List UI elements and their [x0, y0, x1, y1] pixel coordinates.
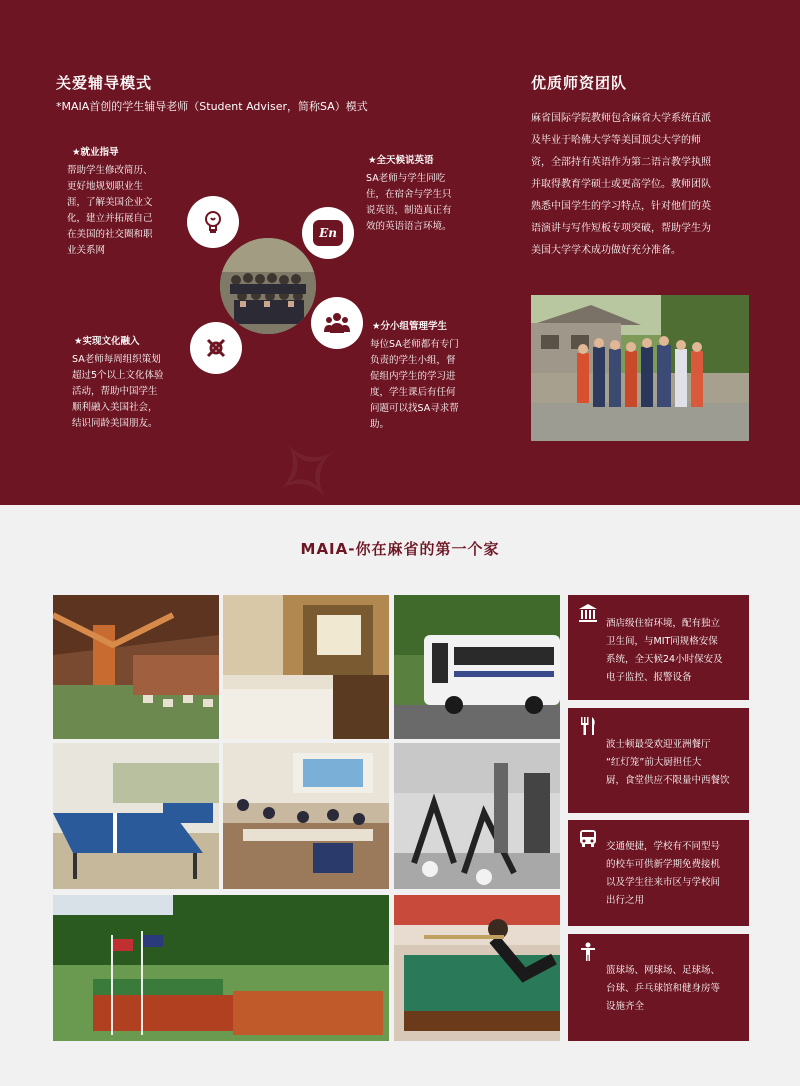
dining-box [568, 708, 749, 813]
groups-title: ★分小组管理学生 [372, 321, 448, 332]
top-section [0, 0, 800, 538]
sports-box [568, 934, 749, 1041]
cultural-knot-icon [190, 322, 242, 374]
faculty-description: 麻省国际学院教师包含麻省大学系统直派 及毕业于哈佛大学等美国顶尖大学的师 资，全部持有英语作为第二语言教学执照 并取得教育学硕士或更高学位。教师团队 熟悉中国学生的学习特点，针对他们的英 语演讲与写作短板专项突破，帮助学生为 美国大学学术成功做好充分准备。 [531, 113, 711, 256]
culture-title: ★实现文化融入 [74, 336, 140, 347]
gym-photo [394, 743, 560, 889]
bus-icon [578, 828, 598, 848]
english-badge-icon: En [302, 207, 354, 259]
billiards-photo [394, 895, 560, 1041]
accommodation-text: 酒店级住宿环境，配有独立 卫生间，与MIT同规格安保 系统，全天候24小时保安及 电子监控、报警设备 [606, 618, 723, 683]
transport-box [568, 820, 749, 926]
accommodation-box [568, 595, 749, 700]
person-icon [578, 942, 598, 962]
school-bus-photo [394, 595, 560, 739]
atrium-photo [53, 595, 219, 739]
career-text: 帮助学生修改简历、 更好地规划职业生 涯，了解美国企业文 化，建立并拓展自己 在美国的社交圈和职 业关系网 [67, 165, 153, 256]
culture-text: SA老师每周组织策划 超过5个以上文化体验 活动，帮助中国学生 顺利融入美国社会， 结识同龄美国朋友。 [72, 354, 164, 429]
care-subtitle: *MAIA首创的学生辅导老师（Student Adviser，简称SA）模式 [56, 100, 368, 113]
dorm-room-photo [223, 595, 389, 739]
building-icon [578, 603, 598, 623]
lightbulb-icon [187, 196, 239, 248]
english-text: SA老师与学生同吃 住，在宿舍与学生只 说英语，制造真正有 效的英语语言环境。 [366, 173, 452, 232]
transport-text: 交通便捷，学校有不同型号 的校车可供新学期免费接机 以及学生往来市区与学校间 出行之用 [606, 841, 721, 906]
faculty-title: 优质师资团队 [531, 74, 628, 92]
ping-pong-room-photo [53, 743, 219, 889]
fork-knife-icon [578, 716, 598, 736]
watermark: ✧ [246, 407, 369, 538]
group-people-icon [311, 297, 363, 349]
dining-text: 波士顿最受欢迎亚洲餐厅 “红灯笼”前大厨担任大 厨，食堂供应不限量中西餐饮 [606, 739, 730, 786]
career-title: ★就业指导 [72, 147, 119, 158]
care-title: 关爱辅导模式 [56, 74, 153, 92]
sports-courts-photo [53, 895, 389, 1041]
group-photo [220, 238, 316, 334]
faculty-team-photo [531, 295, 749, 441]
english-title: ★全天候说英语 [368, 155, 434, 166]
classroom-photo [223, 743, 389, 889]
groups-text: 每位SA老师都有专门 负责的学生小组，督 促组内学生的学习进 度，学生课后有任何 问题可以找SA寻求帮 助。 [370, 339, 459, 430]
home-title: MAIA-你在麻省的第一个家 [300, 540, 500, 558]
sports-text: 篮球场、网球场、足球场、 台球、乒乓球馆和健身房等 设施齐全 [606, 965, 721, 1012]
